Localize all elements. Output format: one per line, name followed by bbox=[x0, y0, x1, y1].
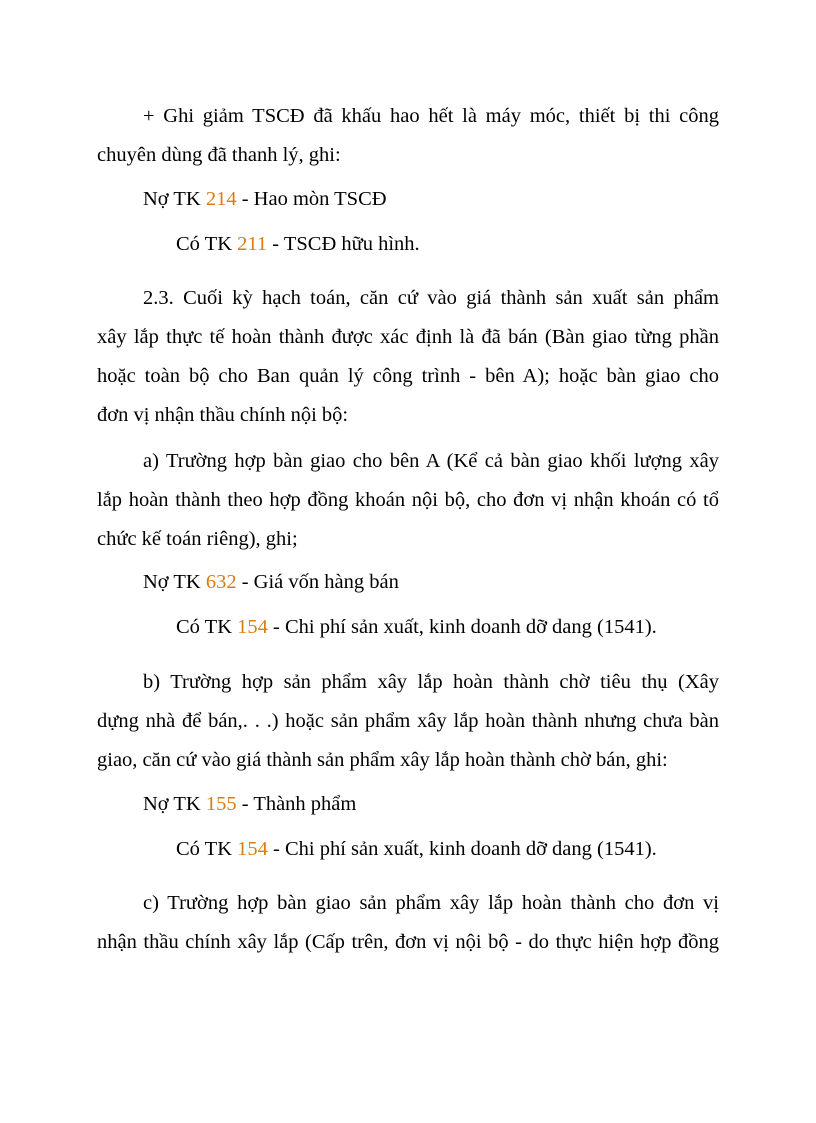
credit-prefix: Có TK bbox=[176, 233, 238, 255]
debit-account-description: - Thành phẩm bbox=[241, 793, 357, 815]
paragraph-5-line-1: c) Trường hợp bàn giao sản phẩm xây lắp hoàn thành cho đơn vị bbox=[143, 892, 719, 914]
paragraph-3-line-3: chức kế toán riêng), ghi; bbox=[97, 528, 298, 550]
debit-account-number: 214 bbox=[205, 188, 242, 210]
paragraph-1-line-2: chuyên dùng đã thanh lý, ghi: bbox=[97, 144, 341, 166]
debit-account-description: - Giá vốn hàng bán bbox=[241, 571, 399, 593]
journal-entry-2-debit bbox=[143, 572, 399, 593]
debit-prefix: Nợ TK bbox=[143, 793, 206, 815]
paragraph-4-line-2: dựng nhà để bán,. . .) hoặc sản phẩm xây lắp hoàn thành nhưng chưa bàn bbox=[97, 710, 719, 732]
credit-prefix: Có TK bbox=[176, 838, 238, 860]
journal-entry-1-debit bbox=[143, 189, 387, 210]
paragraph-4-line-1: b) Trường hợp sản phẩm xây lắp hoàn thành chờ tiêu thụ (Xây bbox=[143, 671, 719, 693]
debit-prefix: Nợ TK bbox=[143, 571, 206, 593]
paragraph-5-line-2: nhận thầu chính xây lắp (Cấp trên, đơn vị nội bộ - do thực hiện hợp đồng bbox=[97, 931, 719, 953]
debit-account-number: 632 bbox=[205, 571, 242, 593]
journal-entry-3-credit bbox=[176, 839, 657, 860]
debit-account-description: - Hao mòn TSCĐ bbox=[241, 188, 387, 210]
credit-account-description: - Chi phí sản xuất, kinh doanh dỡ dang (1541). bbox=[273, 838, 657, 860]
credit-account-description: - Chi phí sản xuất, kinh doanh dỡ dang (1541). bbox=[273, 616, 657, 638]
journal-entry-2-credit bbox=[176, 617, 657, 638]
paragraph-2-line-2: xây lắp thực tế hoàn thành được xác định là đã bán (Bàn giao từng phần bbox=[97, 326, 719, 348]
credit-account-number: 154 bbox=[237, 838, 274, 860]
paragraph-3-line-1: a) Trường hợp bàn giao cho bên A (Kể cả bàn giao khối lượng xây bbox=[143, 450, 719, 472]
paragraph-1-line-1: + Ghi giảm TSCĐ đã khấu hao hết là máy móc, thiết bị thi công bbox=[143, 105, 719, 127]
paragraph-2-line-1: 2.3. Cuối kỳ hạch toán, căn cứ vào giá thành sản xuất sản phẩm bbox=[143, 287, 719, 309]
debit-prefix: Nợ TK bbox=[143, 188, 206, 210]
journal-entry-1-credit bbox=[176, 234, 420, 255]
credit-prefix: Có TK bbox=[176, 616, 238, 638]
journal-entry-3-debit bbox=[143, 794, 356, 815]
paragraph-2-line-4: đơn vị nhận thầu chính nội bộ: bbox=[97, 404, 349, 426]
debit-account-number: 155 bbox=[205, 793, 242, 815]
paragraph-3-line-2: lắp hoàn thành theo hợp đồng khoán nội bộ, cho đơn vị nhận khoán có tổ bbox=[97, 489, 719, 511]
credit-account-description: - TSCĐ hữu hình. bbox=[272, 233, 420, 255]
credit-account-number: 154 bbox=[237, 616, 274, 638]
paragraph-2-line-3: hoặc toàn bộ cho Ban quản lý công trình - bên A); hoặc bàn giao cho bbox=[97, 365, 719, 387]
credit-account-number: 211 bbox=[237, 233, 273, 255]
paragraph-4-line-3: giao, căn cứ vào giá thành sản phẩm xây lắp hoàn thành chờ bán, ghi: bbox=[97, 749, 668, 771]
